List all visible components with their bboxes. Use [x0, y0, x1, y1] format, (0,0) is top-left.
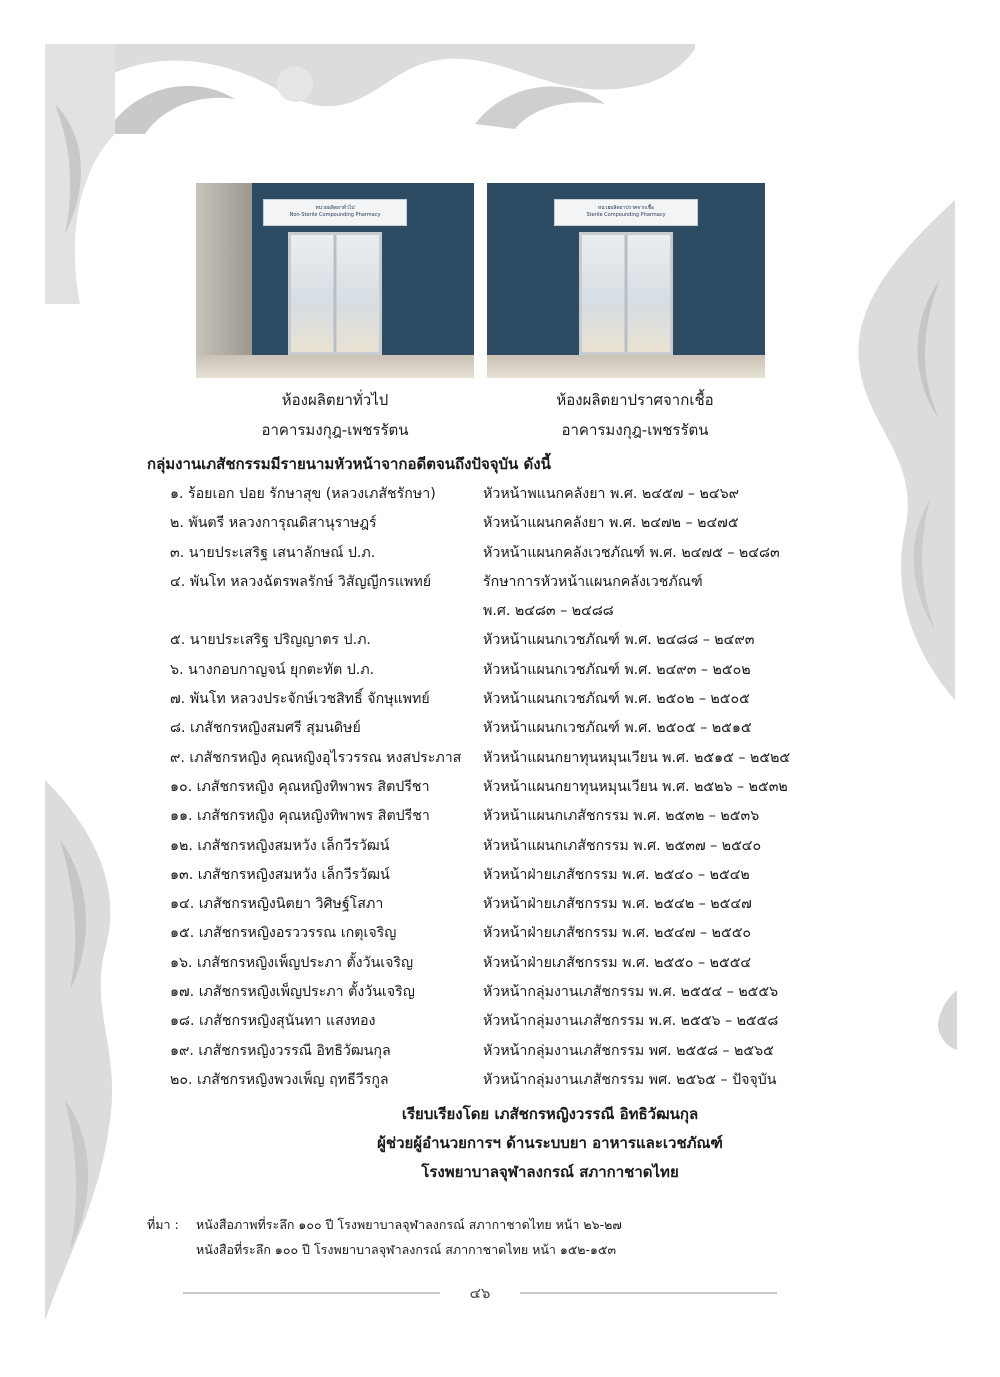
sign-text-thai: หน่วยผลิตยาปราศจากเชื้อ	[597, 205, 655, 212]
head-role: หัวหน้าแผนกเภสัชกรรม พ.ศ. ๒๕๓๗ – ๒๕๔๐	[483, 837, 762, 854]
head-name: ๑๗. เภสัชกรหญิงเพ็ญประภา ตั้งวันเจริญ	[170, 984, 415, 1001]
list-item	[170, 949, 830, 978]
head-name: ๑๑. เภสัชกรหญิง คุณหญิงทิพาพร สิตปรีชา	[170, 808, 430, 825]
heads-list	[170, 480, 830, 1095]
source-line: หนังสือภาพที่ระลึก ๑๐๐ ปี โรงพยาบาลจุฬาลงกรณ์ สภากาชาดไทย หน้า ๒๖-๒๗	[196, 1217, 622, 1232]
head-role: หัวหน้าแผนกคลังยา พ.ศ. ๒๔๗๒ – ๒๔๗๕	[483, 515, 739, 532]
list-item	[170, 626, 830, 655]
caption-line: ห้องผลิตยาปราศจากเชื้อ	[556, 391, 714, 409]
head-role: หัวหน้าแผนกเภสัชกรรม พ.ศ. ๒๕๓๒ – ๒๕๓๖	[483, 808, 760, 825]
head-name: ๑๘. เภสัชกรหญิงสุนันทา แสงทอง	[170, 1013, 376, 1030]
source-label: ที่มา :	[147, 1217, 179, 1232]
compiler-organization: โรงพยาบาลจุฬาลงกรณ์ สภากาชาดไทย	[421, 1163, 679, 1181]
head-role: หัวหน้าฝ่ายเภสัชกรรม พ.ศ. ๒๕๔๗ – ๒๕๕๐	[483, 925, 752, 942]
head-name: ๑๕. เภสัชกรหญิงอรววรรณ เกตุเจริญ	[170, 925, 397, 942]
head-role: พ.ศ. ๒๔๘๓ – ๒๔๘๘	[483, 603, 614, 620]
list-item	[170, 744, 830, 773]
head-role: หัวหน้าฝ่ายเภสัชกรรม พ.ศ. ๒๕๔๒ – ๒๕๔๗	[483, 896, 752, 913]
list-item	[170, 832, 830, 861]
head-name: ๑๒. เภสัชกรหญิงสมหวัง เล็กวีรวัฒน์	[170, 837, 390, 854]
room-sign	[554, 199, 699, 226]
floor	[487, 355, 765, 378]
list-item	[170, 714, 830, 743]
caption-line: ห้องผลิตยาทั่วไป	[281, 391, 389, 409]
footer-divider-left	[183, 1292, 440, 1294]
head-name: ๑๐. เภสัชกรหญิง คุณหญิงทิพาพร สิตปรีชา	[170, 778, 430, 795]
sign-text-thai: หน่วยผลิตยาทั่วไป	[315, 205, 355, 212]
footer-divider-right	[520, 1292, 777, 1294]
sign-text-english: Non-Sterile Compounding Pharmacy	[289, 212, 381, 219]
head-name: ๓. นายประเสริฐ เสนาลักษณ์ ป.ภ.	[170, 544, 376, 561]
head-role: หัวหน้าแผนกเวชภัณฑ์ พ.ศ. ๒๔๘๘ – ๒๔๙๓	[483, 632, 755, 649]
list-item	[170, 480, 830, 509]
list-item	[170, 890, 830, 919]
head-role: หัวหน้าฝ่ายเภสัชกรรม พ.ศ. ๒๕๔๐ – ๒๕๔๒	[483, 866, 750, 883]
head-name: ๘. เภสัชกรหญิงสมศรี สุมนดิษย์	[170, 720, 361, 737]
list-item	[170, 568, 830, 597]
head-name: ๒. พันตรี หลวงการุณดิสานุราษฎร์	[170, 515, 377, 532]
head-name: ๒๐. เภสัชกรหญิงพวงเพ็ญ ฤทธีวีรกูล	[170, 1071, 389, 1088]
photo-sterile-room	[487, 183, 765, 378]
list-item	[170, 919, 830, 948]
head-role: รักษาการหัวหน้าแผนกคลังเวชภัณฑ์	[483, 573, 703, 590]
head-role: หัวหน้าฝ่ายเภสัชกรรม พ.ศ. ๒๕๕๐ – ๒๕๕๔	[483, 954, 752, 971]
room-sign	[263, 199, 408, 226]
head-role: หัวหน้าแผนกเวชภัณฑ์ พ.ศ. ๒๔๙๓ – ๒๕๐๒	[483, 661, 751, 678]
list-item	[170, 509, 830, 538]
compiler-position: ผู้ช่วยผู้อำนวยการฯ ด้านระบบยา อาหารและเวชภัณฑ์	[377, 1134, 723, 1152]
head-name: ๑๓. เภสัชกรหญิงสมหวัง เล็กวีรวัฒน์	[170, 866, 390, 883]
head-name: ๑๖. เภสัชกรหญิงเพ็ญประภา ตั้งวันเจริญ	[170, 954, 414, 971]
glass-door	[579, 232, 674, 355]
list-item	[170, 685, 830, 714]
list-item	[170, 978, 830, 1007]
list-item	[170, 656, 830, 685]
page-number: ๔๖	[469, 1284, 491, 1302]
source-line: หนังสือที่ระลึก ๑๐๐ ปี โรงพยาบาลจุฬาลงกรณ์ สภากาชาดไทย หน้า ๑๕๒-๑๕๓	[196, 1242, 616, 1257]
elevator-wall	[196, 183, 252, 378]
head-name: ๕. นายประเสริฐ ปริญญาตร ป.ภ.	[170, 632, 371, 649]
section-heading: กลุ่มงานเภสัชกรรมมีรายนามหัวหน้าจากอดีตจนถึงปัจจุบัน ดังนี้	[147, 455, 551, 473]
photo-non-sterile-room	[196, 183, 474, 378]
head-role: หัวหน้ากลุ่มงานเภสัชกรรม พ.ศ. ๒๕๕๔ – ๒๕๕๖	[483, 984, 779, 1001]
head-role: หัวหน้ากลุ่มงานเภสัชกรรม พศ. ๒๕๕๘ – ๒๕๖๕	[483, 1042, 774, 1059]
head-name: ๑๙. เภสัชกรหญิงวรรณี อิทธิวัฒนกุล	[170, 1042, 391, 1059]
top-left-ornament	[45, 44, 695, 139]
head-role: หัวหน้าแผนกคลังเวชภัณฑ์ พ.ศ. ๒๔๗๕ – ๒๔๘๓	[483, 544, 780, 561]
head-name: ๗. พันโท หลวงประจักษ์เวชสิทธิ์ จักษุแพทย์	[170, 691, 430, 708]
head-role: หัวหน้าแผนกเวชภัณฑ์ พ.ศ. ๒๕๐๕ – ๒๕๑๕	[483, 720, 752, 737]
floor	[196, 355, 474, 378]
list-item	[170, 597, 830, 626]
head-role: หัวหน้ากลุ่มงานเภสัชกรรม พ.ศ. ๒๕๕๖ – ๒๕๕๘	[483, 1013, 779, 1030]
compiled-by: เรียบเรียงโดย เภสัชกรหญิงวรรณี อิทธิวัฒนกุล	[401, 1105, 699, 1123]
photo-caption-left	[185, 385, 485, 445]
head-name: ๑. ร้อยเอก ปอย รักษาสุข (หลวงเภสัชรักษา)	[170, 486, 436, 502]
list-item	[170, 861, 830, 890]
list-item	[170, 1037, 830, 1066]
list-item	[170, 1066, 830, 1095]
right-small-ornament	[935, 990, 957, 1050]
list-item	[170, 1007, 830, 1036]
head-name: ๔. พันโท หลวงฉัตรพลรักษ์ วิสัญญีกรแพทย์	[170, 573, 432, 590]
left-ornament	[45, 44, 115, 304]
list-item	[170, 539, 830, 568]
head-role: หัวหน้าแผนกเวชภัณฑ์ พ.ศ. ๒๕๐๒ – ๒๕๐๕	[483, 691, 750, 708]
list-item	[170, 802, 830, 831]
right-ornament	[850, 200, 955, 700]
head-name: ๖. นางกอบกาญจน์ ยุกตะทัต ป.ภ.	[170, 661, 375, 678]
head-role: หัวหน้ากลุ่มงานเภสัชกรรม พศ. ๒๕๖๕ – ปัจจุบัน	[483, 1071, 777, 1088]
list-item	[170, 773, 830, 802]
head-name: ๙. เภสัชกรหญิง คุณหญิงอุไรวรรณ หงสประภาส	[170, 749, 462, 766]
sign-text-english: Sterile Compounding Pharmacy	[586, 212, 666, 219]
head-role: หัวหน้าแผนกยาทุนหมุนเวียน พ.ศ. ๒๕๒๖ – ๒๕๓๒	[483, 778, 788, 795]
head-name: ๑๔. เภสัชกรหญิงนิตยา วิศิษฐ์โสภา	[170, 896, 384, 913]
head-role: หัวหน้าพแนกคลังยา พ.ศ. ๒๔๕๗ – ๒๔๖๙	[483, 486, 740, 502]
glass-door	[288, 232, 383, 355]
caption-line: อาคารมงกุฎ-เพชรรัตน	[561, 421, 709, 439]
photo-caption-right	[485, 385, 785, 445]
caption-line: อาคารมงกุฎ-เพชรรัตน	[261, 421, 409, 439]
bottom-left-ornament	[45, 780, 125, 1320]
head-role: หัวหน้าแผนกยาทุนหมุนเวียน พ.ศ. ๒๕๑๕ – ๒๕๒๕	[483, 749, 791, 766]
